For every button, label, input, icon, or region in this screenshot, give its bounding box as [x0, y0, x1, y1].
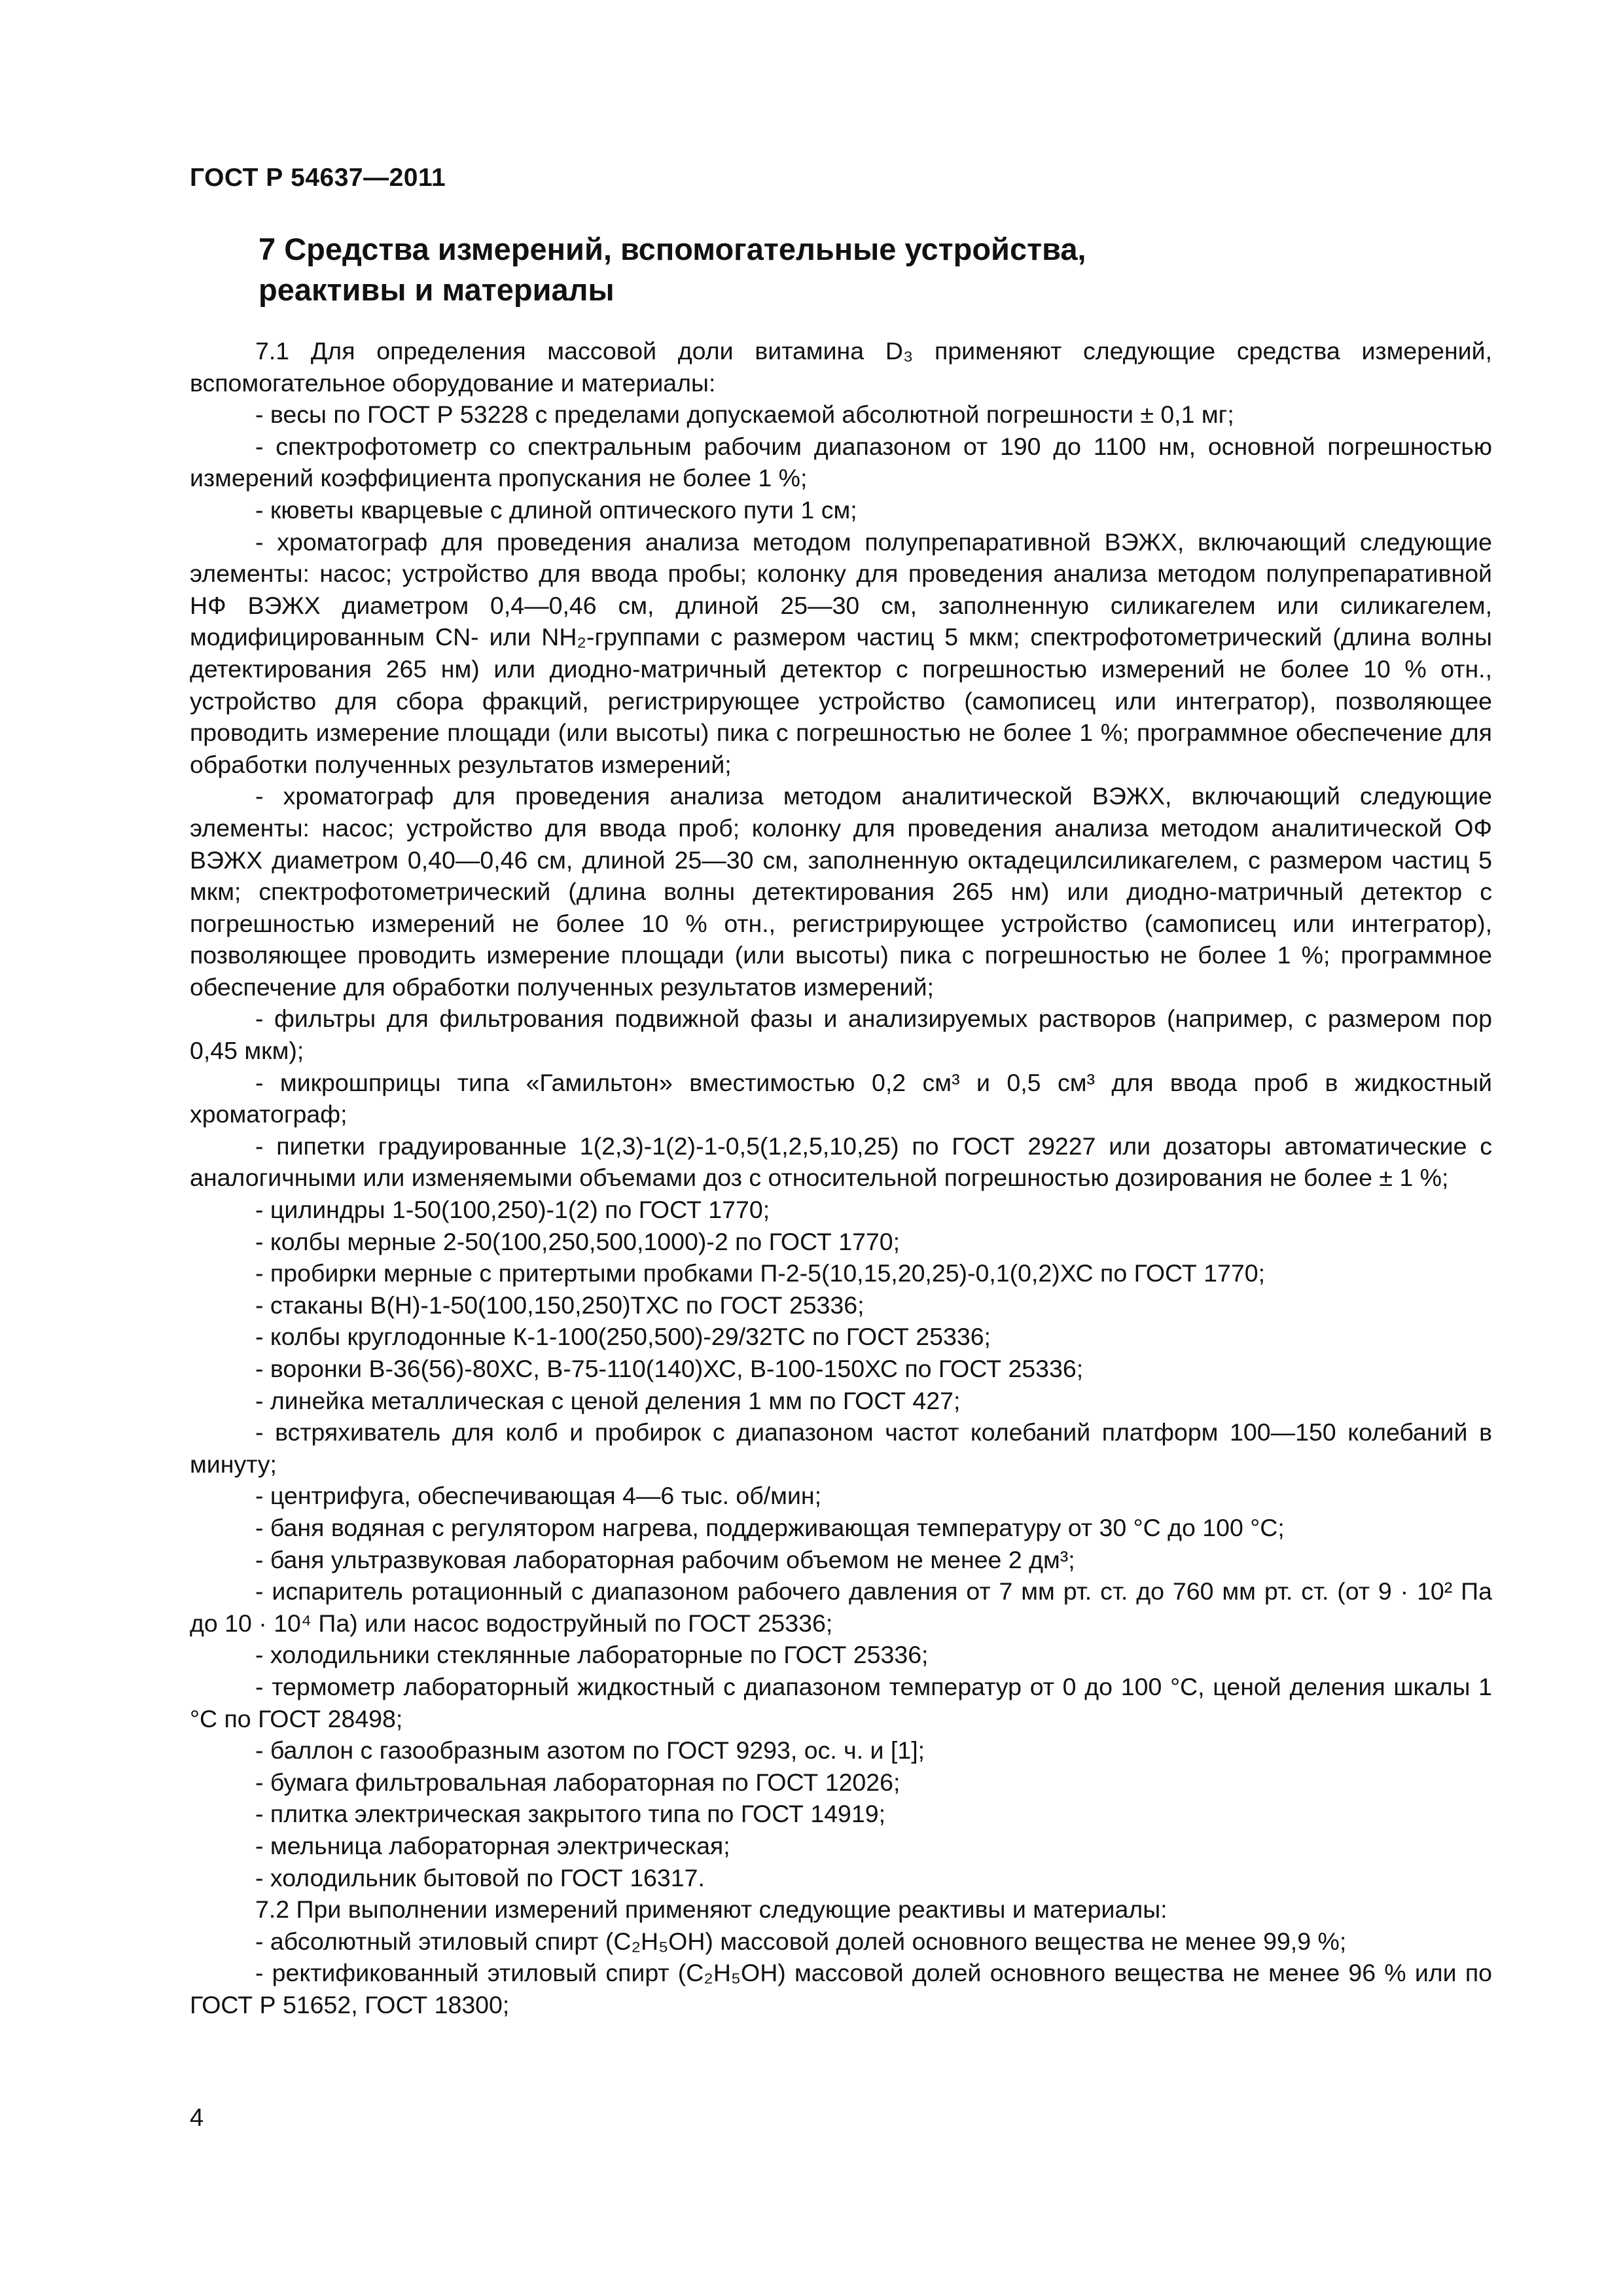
paragraph-7-2-intro: 7.2 При выполнении измерений применяют следующие реактивы и материалы:: [255, 1895, 1168, 1924]
list-item: - стаканы В(Н)-1-50(100,150,250)ТХС по ГОСТ 25336;: [255, 1291, 865, 1319]
list-item: - микрошприцы типа «Гамильтон» вместимостью 0,2 см³ и 0,5 см³ для ввода проб в жидкостный хроматограф;: [190, 1068, 1492, 1128]
section-body: [190, 335, 1492, 2020]
list-item: - спектрофотометр со спектральным рабочим диапазоном от 190 до 1100 нм, основной погрешностью измерений коэффициента пропускания не более 1 %;: [190, 432, 1492, 492]
section-title-line-2: реактивы и материалы: [259, 272, 615, 307]
list-item: - встряхиватель для колб и пробирок с диапазоном частот колебаний платформ 100—150 колебаний в минуту;: [190, 1418, 1492, 1478]
section-title-line-1: 7 Средства измерений, вспомогательные устройства,: [259, 232, 1086, 266]
section-title: [259, 229, 1502, 310]
list-item: - цилиндры 1-50(100,250)-1(2) по ГОСТ 1770;: [255, 1196, 770, 1224]
page-number: 4: [190, 2104, 204, 2132]
list-item: - ректификованный этиловый спирт (C₂H₅OH) массовой долей основного вещества не менее 96 % или по ГОСТ Р 51652, ГОСТ 18300;: [190, 1959, 1492, 2018]
list-item: - колбы круглодонные К-1-100(250,500)-29/32ТС по ГОСТ 25336;: [255, 1323, 991, 1351]
list-item: - пробирки мерные с притертыми пробками П-2-5(10,15,20,25)-0,1(0,2)ХС по ГОСТ 1770;: [255, 1259, 1265, 1287]
paragraph-7-1-intro: 7.1 Для определения массовой доли витамина D₃ применяют следующие средства измерений, вспомогательное оборудование и материалы:: [190, 337, 1492, 397]
list-item: - хроматограф для проведения анализа методом аналитической ВЭЖХ, включающий следующие элементы: насос; устройство для ввода проб; колонку для проведения анализа методом аналитической ОФ ВЭЖХ диаметром 0,40—0,46 см, длиной 25—30 см, заполненную октадецилсиликагелем, с размером частиц 5 мкм; спектрофотометрический (длина волны детектирования 265 нм) или диодно-матричный детектор с погрешностью измерений не более 10 % отн., регистрирующее устройство (самописец или интегратор), позволяющее проводить измерение площади (или высоты) пика с погрешностью не более 1 %; программное обеспечение для обработки полученных результатов измерений;: [190, 782, 1492, 1001]
list-item: - плитка электрическая закрытого типа по ГОСТ 14919;: [255, 1800, 886, 1828]
list-item: - бумага фильтровальная лабораторная по ГОСТ 12026;: [255, 1768, 901, 1796]
list-item: - пипетки градуированные 1(2,3)-1(2)-1-0,5(1,2,5,10,25) по ГОСТ 29227 или дозаторы автоматические с аналогичными или изменяемыми объемами доз с относительной погрешностью дозирования не более ± 1 %;: [190, 1132, 1492, 1192]
list-item: - колбы мерные 2-50(100,250,500,1000)-2 по ГОСТ 1770;: [255, 1227, 901, 1255]
list-item: - испаритель ротационный с диапазоном рабочего давления от 7 мм рт. ст. до 760 мм рт. ст. (от 9 · 10² Па до 10 · 10⁴ Па) или насос водоструйный по ГОСТ 25336;: [190, 1577, 1492, 1637]
list-item: - баня ультразвуковая лабораторная рабочим объемом не менее 2 дм³;: [255, 1545, 1075, 1573]
document-header-standard-code: ГОСТ Р 54637—2011: [190, 164, 446, 192]
list-item: - баллон с газообразным азотом по ГОСТ 9293, ос. ч. и [1];: [255, 1736, 925, 1765]
list-item: - мельница лабораторная электрическая;: [255, 1831, 730, 1859]
list-item: - линейка металлическая с ценой деления 1 мм по ГОСТ 427;: [255, 1386, 961, 1414]
list-item: - термометр лабораторный жидкостный с диапазоном температур от 0 до 100 °С, ценой деления шкалы 1 °С по ГОСТ 28498;: [190, 1672, 1492, 1732]
list-item: - баня водяная с регулятором нагрева, поддерживающая температуру от 30 °С до 100 °С;: [255, 1513, 1285, 1541]
list-item: - хроматограф для проведения анализа методом полупрепаративной ВЭЖХ, включающий следующие элементы: насос; устройство для ввода пробы; колонку для проведения анализа методом полупрепаративной НФ ВЭЖХ диаметром 0,4—0,46 см, длиной 25—30 см, заполненную силикагелем или силикагелем, модифицированным CN- или NH₂-группами с размером частиц 5 мкм; спектрофотометрический (длина волны детектирования 265 нм) или диодно-матричный детектор с погрешностью измерений не более 10 % отн., устройство для сбора фракций, регистрирующее устройство (самописец или интегратор), позволяющее проводить измерение площади (или высоты) пика с погрешностью не более 1 %; программное обеспечение для обработки полученных результатов измерений;: [190, 528, 1492, 778]
list-item: - фильтры для фильтрования подвижной фазы и анализируемых растворов (например, с размером пор 0,45 мкм);: [190, 1005, 1492, 1065]
list-item: - воронки В-36(56)-80ХС, В-75-110(140)ХС, В-100-150ХС по ГОСТ 25336;: [255, 1355, 1084, 1382]
list-item: - абсолютный этиловый спирт (C₂H₅OH) массовой долей основного вещества не менее 99,9 %;: [255, 1927, 1347, 1955]
list-item: - холодильники стеклянные лабораторные по ГОСТ 25336;: [255, 1641, 929, 1669]
list-item: - центрифуга, обеспечивающая 4—6 тыс. об/мин;: [255, 1482, 822, 1510]
list-item: - весы по ГОСТ Р 53228 с пределами допускаемой абсолютной погрешности ± 0,1 мг;: [255, 401, 1234, 429]
list-item: - холодильник бытовой по ГОСТ 16317.: [255, 1863, 705, 1892]
list-item: - кюветы кварцевые с длиной оптического пути 1 см;: [255, 495, 857, 524]
